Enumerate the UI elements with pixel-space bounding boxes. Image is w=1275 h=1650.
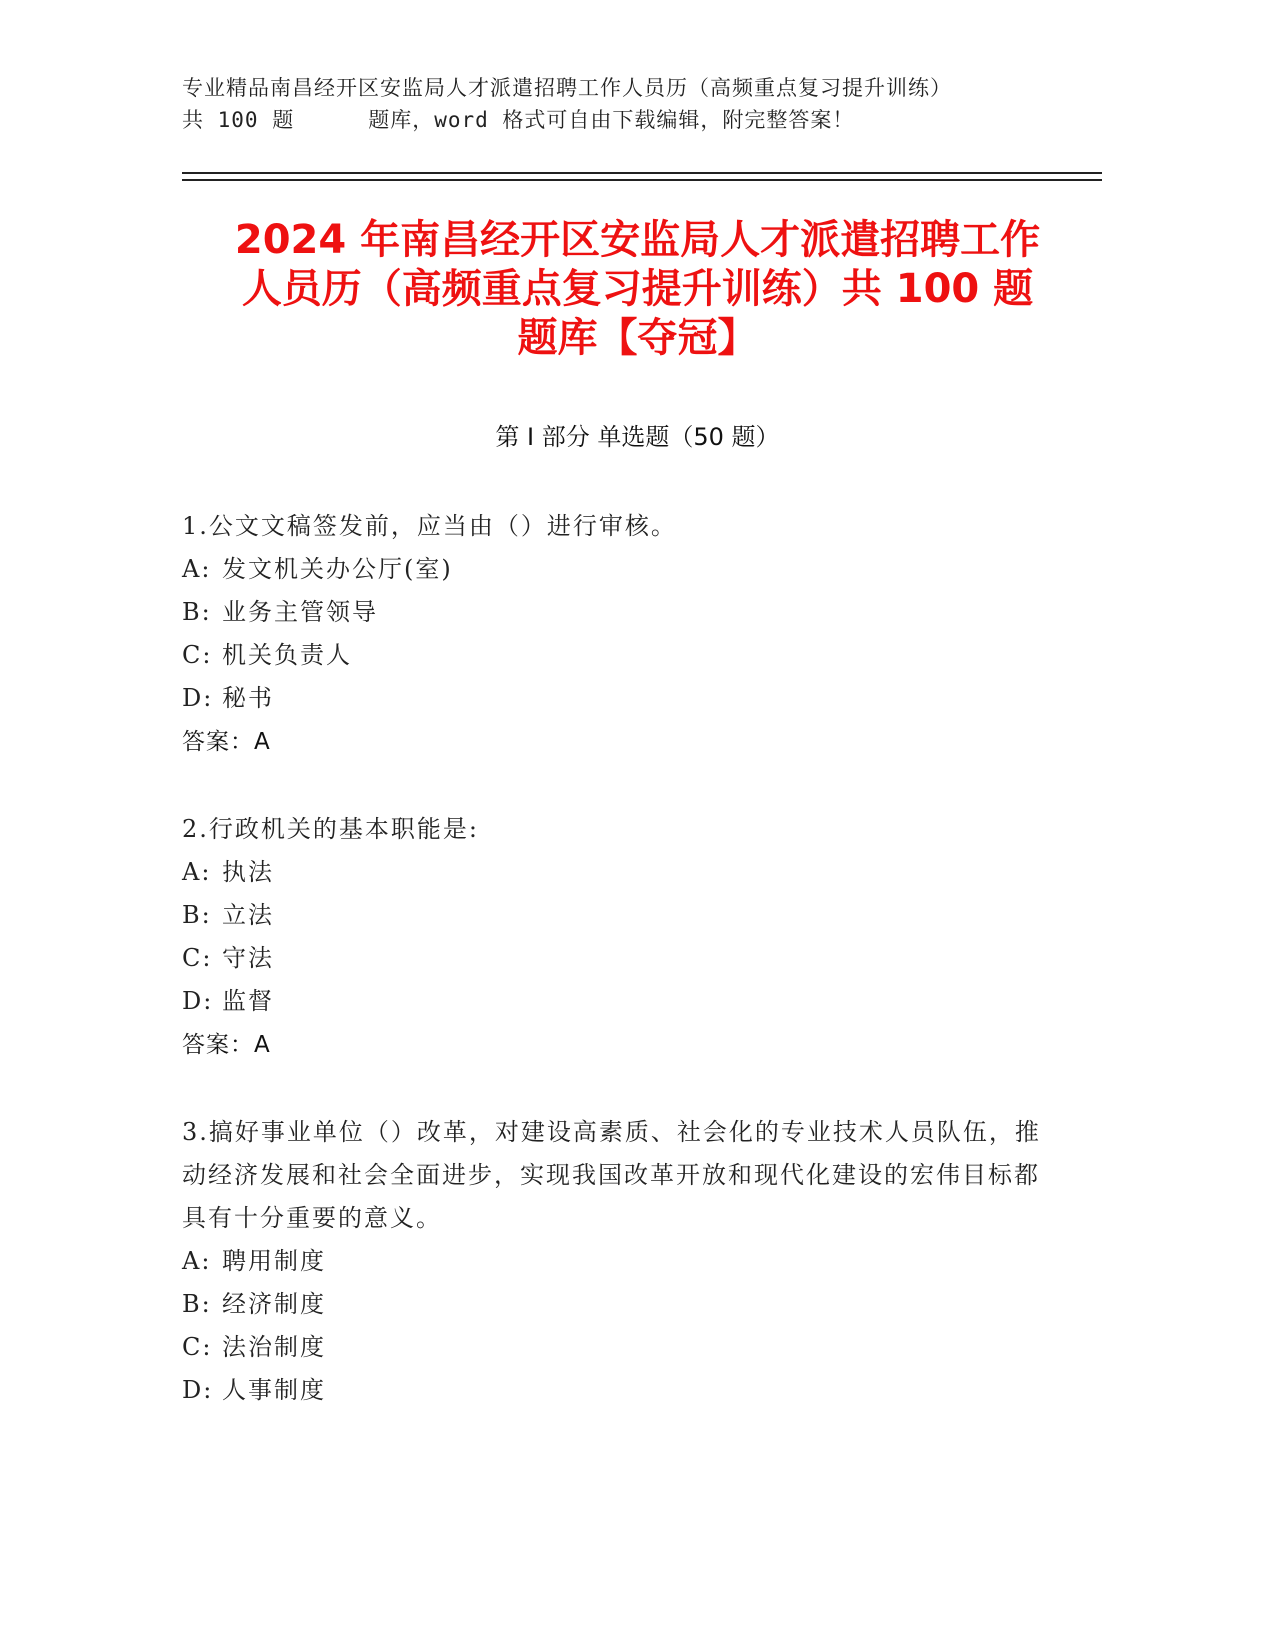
option-key: B: <box>182 1290 212 1318</box>
option-key: C: <box>182 641 213 669</box>
option-key: C: <box>182 1333 213 1361</box>
option-text: 人事制度 <box>222 1376 326 1404</box>
option-b <box>182 894 1042 937</box>
option-key: A: <box>182 555 212 583</box>
option-b <box>182 591 1042 634</box>
question-stem: 3.搞好事业单位（）改革，对建设高素质、社会化的专业技术人员队伍，推动经济发展和社会全面进步，实现我国改革开放和现代化建设的宏伟目标都具有十分重要的意义。 <box>182 1118 1041 1232</box>
option-text: 监督 <box>222 987 274 1015</box>
question-stem: 2.行政机关的基本职能是: <box>182 815 479 843</box>
option-key: B: <box>182 598 212 626</box>
option-c <box>182 634 1042 677</box>
option-c <box>182 1326 1042 1369</box>
option-key: B: <box>182 901 212 929</box>
header-divider-bottom <box>182 179 1102 181</box>
option-text: 经济制度 <box>222 1290 326 1318</box>
option-key: D: <box>182 1376 214 1404</box>
header-line-1: 专业精品南昌经开区安监局人才派遣招聘工作人员历（高频重点复习提升训练） <box>182 76 952 100</box>
question-item <box>182 808 1042 1067</box>
option-c <box>182 937 1042 980</box>
section-heading: 第 I 部分 单选题（50 题） <box>495 423 780 451</box>
option-key: C: <box>182 944 213 972</box>
option-text: 机关负责人 <box>222 641 352 669</box>
header-spacer <box>294 104 368 136</box>
title-line-2: 人员历（高频重点复习提升训练）共 100 题 <box>241 266 1034 312</box>
answer-line: 答案：A <box>182 1032 271 1058</box>
option-text: 执法 <box>222 858 274 886</box>
header-question-count: 共 100 题 <box>182 108 295 132</box>
option-d <box>182 980 1042 1023</box>
option-d <box>182 677 1042 720</box>
option-text: 发文机关办公厅(室) <box>222 555 453 583</box>
option-a <box>182 1240 1042 1283</box>
answer-line: 答案：A <box>182 729 271 755</box>
option-text: 业务主管领导 <box>222 598 378 626</box>
title-line-1: 2024 年南昌经开区安监局人才派遣招聘工作 <box>234 217 1041 263</box>
option-text: 守法 <box>222 944 274 972</box>
question-item <box>182 1111 1042 1412</box>
option-b <box>182 1283 1042 1326</box>
question-stem: 1.公文文稿签发前，应当由（）进行审核。 <box>182 512 677 540</box>
header-line-2 <box>182 104 1082 136</box>
option-a <box>182 851 1042 894</box>
question-item <box>182 505 1042 764</box>
title-line-3: 题库【夺冠】 <box>517 315 758 361</box>
option-text: 法治制度 <box>222 1333 326 1361</box>
option-text: 秘书 <box>222 684 274 712</box>
option-text: 立法 <box>222 901 274 929</box>
option-key: D: <box>182 684 214 712</box>
header-description: 题库，word 格式可自由下载编辑，附完整答案！ <box>368 108 855 132</box>
document-title <box>140 216 1135 363</box>
option-a <box>182 548 1042 591</box>
option-key: A: <box>182 858 212 886</box>
question-list <box>182 505 1042 1456</box>
option-d <box>182 1369 1042 1412</box>
option-key: D: <box>182 987 214 1015</box>
page-header <box>182 72 1082 136</box>
option-text: 聘用制度 <box>222 1247 326 1275</box>
option-key: A: <box>182 1247 212 1275</box>
header-divider-top <box>182 172 1102 174</box>
